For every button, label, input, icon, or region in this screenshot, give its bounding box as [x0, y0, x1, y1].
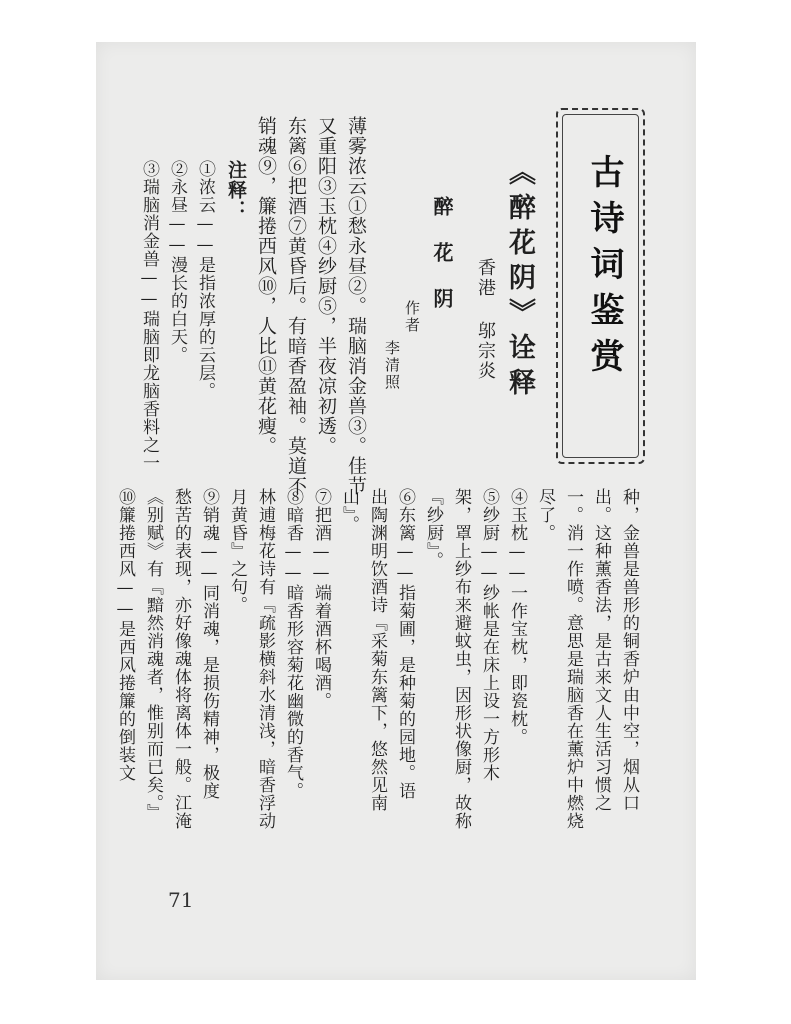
poem-line: 薄雾浓云①愁永昼②。瑞脑消金兽③。佳节 [345, 116, 367, 496]
note-item: 尽了。 [535, 488, 555, 542]
note-item: ①浓云——是指浓厚的云层。 [195, 160, 215, 400]
note-item: 『纱厨』。 [423, 488, 443, 570]
poem-line: 东篱⑥把酒⑦黄昏后。有暗香盈袖。莫道不 [285, 116, 307, 496]
note-item: ⑥东篱——指菊圃，是种菊的园地。语 [395, 488, 415, 800]
note-item: ③瑞脑消金兽——瑞脑即龙脑香料之一 [139, 160, 159, 472]
page-number: 71 [168, 888, 194, 912]
note-item: 出。这种薰香法，是古来文人生活习惯之 [591, 488, 611, 812]
section-title-frame [556, 108, 645, 464]
note-item: 一。消一作喷。意思是瑞脑香在薰炉中燃烧 [563, 488, 583, 830]
article-title: 《醉花阴》诠释 [504, 158, 535, 403]
note-item: ⑤纱厨——纱帐是在床上设一方形木 [479, 488, 499, 782]
note-item: ⑩簾捲西风——是西风捲簾的倒装文 [115, 488, 135, 782]
note-item: ④玉枕——一作宝枕，即瓷枕。 [507, 488, 527, 746]
section-title: 古诗词鉴赏 [584, 154, 624, 384]
note-item: 月黄昏』之句。 [227, 488, 247, 614]
poem-author-name: 李清照 [383, 340, 401, 391]
notes-heading: 注释： [225, 160, 247, 220]
poem-line: 又重阳③玉枕④纱厨⑤，半夜凉初透。 [315, 116, 337, 456]
note-item: 出陶渊明饮酒诗『采菊东篱下，悠然见南 [367, 488, 387, 812]
note-item: 架，罩上纱布来避蚊虫，因形状像厨，故称 [451, 488, 471, 830]
note-item: 愁苦的表现，亦好像魂体将离体一般。江淹 [171, 488, 191, 830]
article-author: 香港 邬宗炎 [475, 258, 496, 381]
note-item: 种，金兽是兽形的铜香炉由中空，烟从口 [619, 488, 639, 812]
poem-line: 销魂⑨，簾捲西风⑩，人比⑪黄花瘦。 [255, 116, 277, 456]
note-item: ⑦把酒——端着酒杯喝酒。 [311, 488, 331, 710]
note-item: 林逋梅花诗有『疏影横斜水清浅，暗香浮动 [255, 488, 275, 830]
note-item: ⑧暗香——暗香形容菊花幽微的香气。 [283, 488, 303, 800]
note-item: ②永昼——漫长的白天。 [167, 160, 187, 364]
note-item: ⑨销魂——同消魂，是损伤精神，极度 [199, 488, 219, 800]
note-item: 《别赋》有『黯然消魂者，惟别而已矣。』 [143, 488, 163, 822]
poem-title: 醉花阴 [430, 196, 454, 334]
poem-author-label: 作者 [403, 300, 421, 334]
note-item: 山』。 [339, 488, 359, 534]
